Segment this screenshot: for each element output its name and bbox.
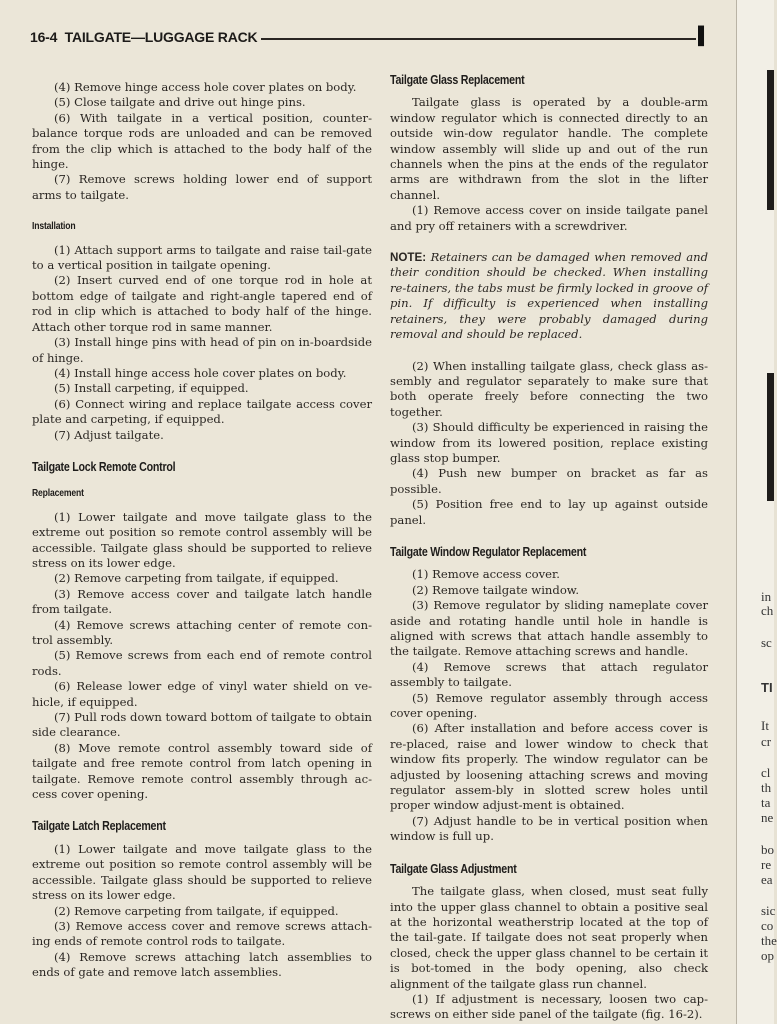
facing-text-fragment: ne [761, 810, 774, 825]
paragraph: (1) Lower tailgate and move tailgate glass to the extreme out position so remote control assembly will be accessible. Tailgate glass should be supported to relieve stress on its lower edge. [32, 841, 372, 903]
facing-text-fragment: th [761, 780, 772, 795]
facing-text-fragment: ta [761, 795, 771, 810]
facing-text-fragment: cl [761, 765, 771, 780]
note-block [390, 250, 708, 342]
right-column [390, 72, 708, 1023]
paragraph: (4) Remove hinge access hole cover plates on body. [54, 80, 357, 94]
paragraph: (1) Lower tailgate and move tailgate glass to the extreme out position so remote control assembly will be accessible. Tailgate glass should be supported to relieve stress on its lower edge. [32, 509, 372, 570]
paragraph: (5) Remove screws from each end of remote control rods. [32, 648, 372, 678]
facing-page-bar [767, 373, 774, 501]
page-header [30, 26, 710, 48]
facing-text-fragment: sc [761, 635, 772, 650]
paragraph: (3) Remove access cover and remove screws attach-ing ends of remote control rods to tailgate. [32, 918, 372, 949]
note-text: Retainers can be damaged when removed and their condition should be checked. When installing re-tainers, the tabs must be firmly locked in groove of pin. If difficulty is experienced when installing retainers, they were probably damaged during removal and should be replaced. [390, 250, 709, 342]
paragraph: (6) After installation and before access cover is re-placed, raise and lower window to check that window fits properly. The window regulator can be adjusted by loosening attaching screws and moving regulator assem-bly in slotted screw holes until proper window adjust-ment is obtained. [390, 721, 708, 813]
paragraph: (7) Adjust handle to be in vertical position when window is full up. [390, 813, 708, 844]
paragraph: (5) Position free end to lay up against outside panel. [390, 497, 708, 527]
paragraph: (4) Remove screws attaching center of remote con-trol assembly. [32, 617, 372, 647]
paragraph: (4) Push new bumper on bracket as far as possible. [390, 466, 708, 496]
paragraph: (6) Connect wiring and replace tailgate access cover plate and carpeting, if equipped. [32, 396, 372, 427]
section-heading-glass-replacement: Tailgate Glass Replacement [390, 72, 525, 87]
paragraph: (7) Pull rods down toward bottom of tailgate to obtain side clearance. [32, 710, 372, 740]
facing-text-fragment: co [761, 918, 774, 933]
paragraph: (3) Remove regulator by sliding nameplate cover aside and rotating handle until hole in handle is aligned with screws that attach handle assembly to the tailgate. Remove attaching screws and handle. [390, 598, 708, 659]
paragraph: (4) Install hinge access hole cover plates on body. [54, 365, 347, 380]
section-heading-latch: Tailgate Latch Replacement [32, 818, 166, 834]
paragraph: (6) With tailgate in a vertical position, counter-balance torque rods are unloaded and can be removed from the clip which is attached to the body half of the hinge. [32, 110, 372, 172]
paragraph: (5) Install carpeting, if equipped. [54, 381, 249, 396]
section-heading-replacement: Replacement [32, 487, 84, 500]
paragraph: (5) Close tailgate and drive out hinge pins. [54, 95, 306, 110]
paragraph: Tailgate glass is operated by a double-arm window regulator which is connected directly to an outside win-dow regulator handle. The complete window assembly will slide up and out of the run channels when the pins at the ends of the regulator arms are withdrawn from the slot in the lifter channel. [390, 95, 708, 202]
left-column [32, 80, 372, 981]
paragraph: (2) Remove tailgate window. [412, 582, 580, 597]
paragraph: (3) Should difficulty be experienced in raising the window from its lowered position, replace existing glass stop bumper. [390, 420, 708, 465]
facing-text-fragment: re [761, 857, 772, 872]
paragraph: (2) Remove carpeting from tailgate, if equipped. [54, 571, 339, 586]
section-heading-lock-remote: Tailgate Lock Remote Control [32, 458, 176, 474]
paragraph: (7) Adjust tailgate. [54, 427, 164, 442]
paragraph: (1) Attach support arms to tailgate and raise tail-gate to a vertical position in tailgate opening. [32, 242, 372, 273]
paragraph: (7) Remove screws holding lower end of support arms to tailgate. [32, 172, 372, 202]
paragraph: (3) Remove access cover and tailgate latch handle from tailgate. [32, 586, 372, 617]
section-heading-regulator: Tailgate Window Regulator Replacement [390, 543, 587, 559]
paragraph: (1) If adjustment is necessary, loosen two cap-screws on either side panel of the tailgate (fig. 16-2). [390, 991, 708, 1022]
facing-text-fragment: TI [761, 680, 773, 695]
facing-page-bar [767, 70, 774, 210]
paragraph: (1) Remove access cover on inside tailgate panel and pry off retainers with a screwdriver. [390, 203, 708, 233]
paragraph: (2) Remove carpeting from tailgate, if equipped. [54, 903, 339, 918]
paragraph: (5) Remove regulator assembly through access cover opening. [390, 690, 708, 721]
facing-text-fragment: ea [761, 872, 773, 887]
section-heading-glass-adjustment: Tailgate Glass Adjustment [390, 860, 517, 876]
facing-text-fragment: cr [761, 734, 772, 749]
paragraph: (3) Install hinge pins with head of pin on in-boardside of hinge. [32, 335, 372, 365]
paragraph: (4) Remove screws attaching latch assemblies to ends of gate and remove latch assemblies. [32, 949, 372, 980]
facing-text-fragment: ch [761, 603, 774, 618]
paragraph: (2) When installing tailgate glass, check glass as-sembly and regulator separately to make sure that both operate freely before connecting the two together. [390, 358, 708, 419]
paragraph: (4) Remove screws that attach regulator assembly to tailgate. [390, 659, 708, 690]
paragraph: (2) Insert curved end of one torque rod in hole at bottom edge of tailgate and right-angle tapered end of rod in clip which is attached to body half of the hinge. Attach other torque rod in same manner. [32, 273, 372, 334]
note-label: NOTE: [390, 251, 427, 265]
facing-text-fragment: op [761, 948, 774, 963]
section-heading-installation: Installation [32, 220, 76, 233]
facing-text-fragment: in [761, 589, 772, 604]
paragraph: (8) Move remote control assembly toward side of tailgate and free remote control from latch opening in tailgate. Remove remote control assembly through ac-cess cover opening. [32, 740, 372, 802]
header-title: 16-4 TAILGATE—LUGGAGE RACK [30, 29, 261, 45]
facing-text-fragment: the [761, 933, 777, 948]
facing-page-edge [736, 0, 777, 1024]
facing-text-fragment: bo [761, 842, 774, 857]
paragraph: (1) Remove access cover. [412, 567, 560, 582]
facing-text-fragment: It [761, 718, 769, 733]
paragraph: The tailgate glass, when closed, must seat fully into the upper glass channel to obtain a positive seal at the horizontal weatherstrip located at the top of the tail-gate. If tailgate does not seat properly when closed, check the upper glass channel to be certain it is bot-tomed in the body opening, also check alignment of the tailgate glass run channel. [390, 884, 708, 991]
paragraph: (6) Release lower edge of vinyl water shield on ve-hicle, if equipped. [32, 679, 372, 709]
header-mark: ▌ [697, 26, 710, 45]
facing-text-fragment: sic [761, 903, 776, 918]
